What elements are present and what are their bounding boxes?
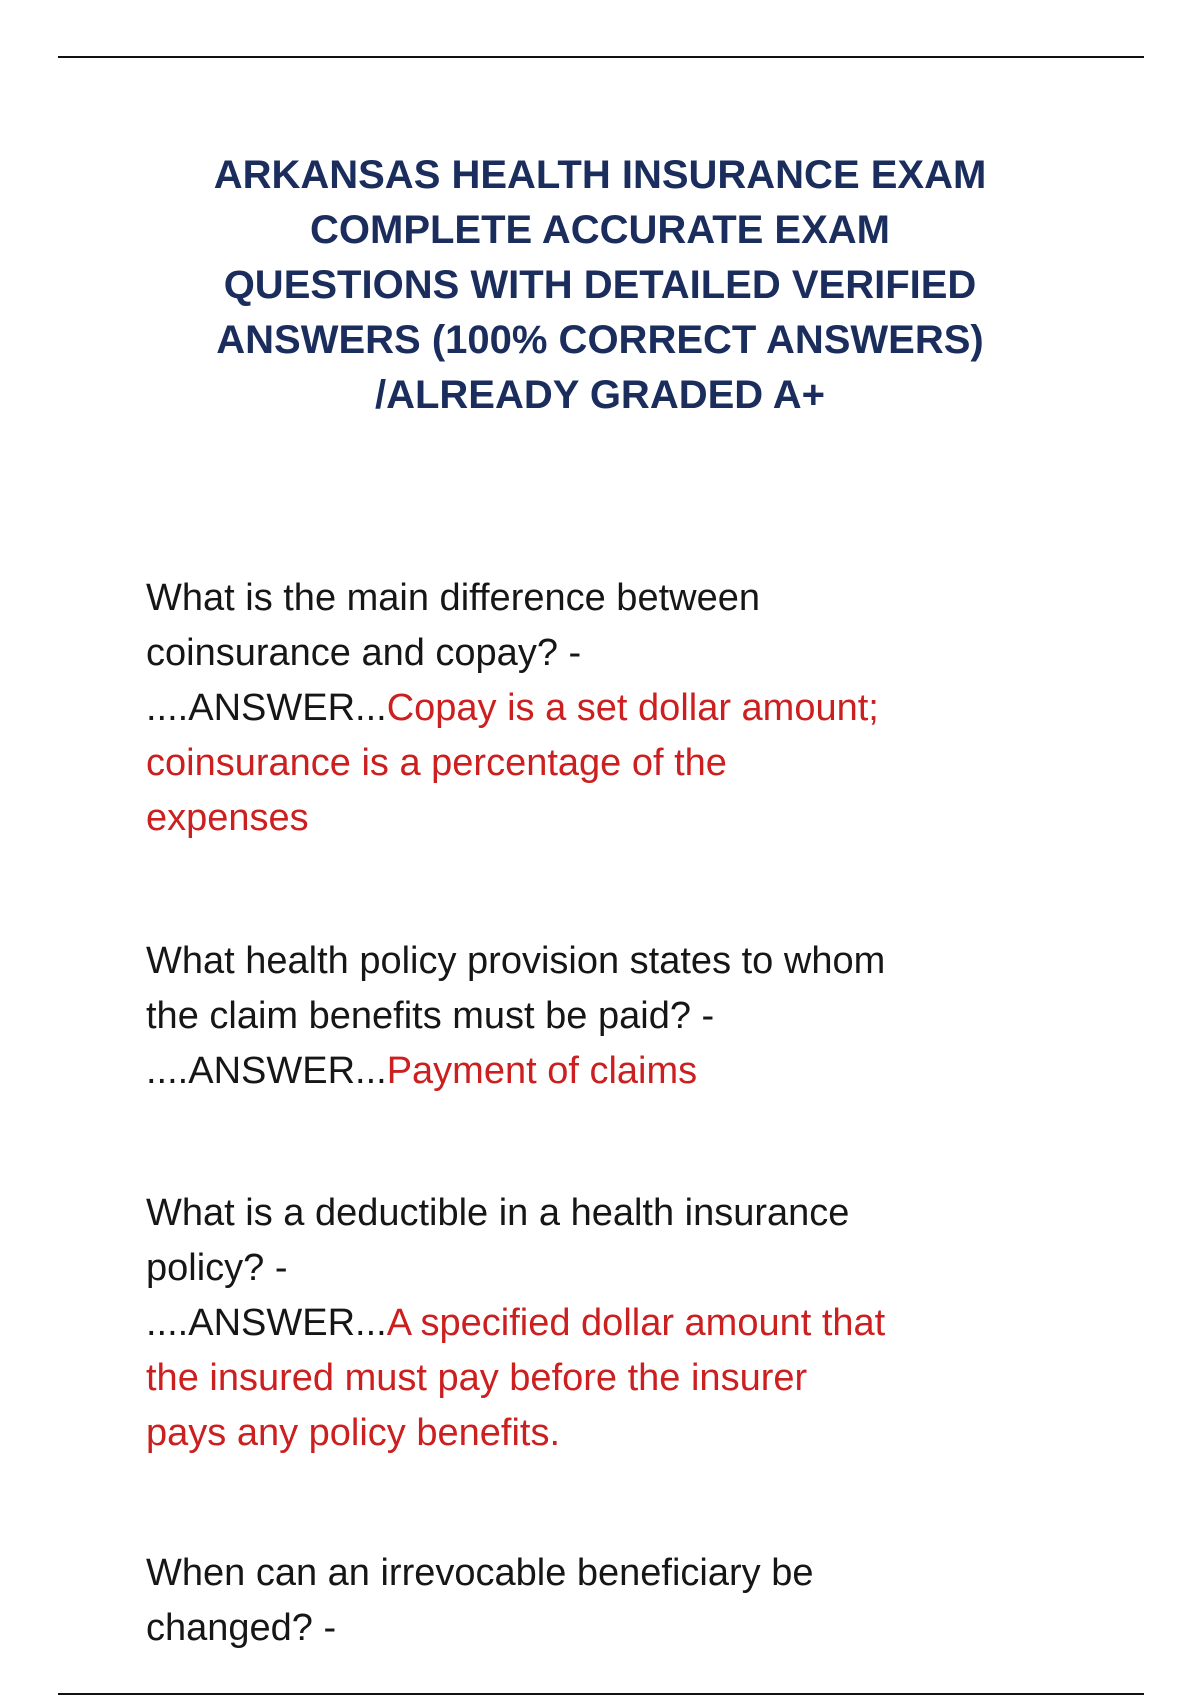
- answer-text: the insured must pay before the insurer: [146, 1357, 808, 1399]
- question-line: changed? -: [146, 1607, 337, 1649]
- question-line: policy? -: [146, 1247, 288, 1289]
- question-block: [146, 1546, 1046, 1656]
- answer-prefix: ....ANSWER...: [146, 1050, 387, 1092]
- answer-line: [146, 1296, 1046, 1351]
- answer-text: Payment of claims: [386, 1050, 698, 1092]
- title-line: /ALREADY GRADED A+: [374, 373, 826, 417]
- question-block: [146, 571, 1046, 846]
- title-line: COMPLETE ACCURATE EXAM: [310, 208, 890, 252]
- answer-line: [146, 1044, 1046, 1099]
- answer-text: pays any policy benefits.: [146, 1412, 561, 1454]
- question-block: [146, 1186, 1046, 1461]
- answer-text: expenses: [146, 797, 309, 839]
- question-line: coinsurance and copay? -: [146, 632, 582, 674]
- title-line: ARKANSAS HEALTH INSURANCE EXAM: [213, 153, 987, 197]
- answer-prefix: ....ANSWER...: [146, 687, 387, 729]
- bottom-rule: [58, 1693, 1144, 1695]
- document-title: [150, 148, 1050, 423]
- question-line: When can an irrevocable beneficiary be: [146, 1552, 814, 1594]
- question-line: the claim benefits must be paid? -: [146, 995, 715, 1037]
- question-line: What is the main difference between: [146, 577, 760, 619]
- answer-prefix: ....ANSWER...: [146, 1302, 387, 1344]
- title-line: ANSWERS (100% CORRECT ANSWERS): [216, 318, 984, 362]
- title-line: QUESTIONS WITH DETAILED VERIFIED: [223, 263, 977, 307]
- question-line: What health policy provision states to whom: [146, 940, 886, 982]
- top-rule: [58, 56, 1144, 58]
- answer-text: A specified dollar amount that: [386, 1302, 886, 1344]
- answer-text: Copay is a set dollar amount;: [386, 687, 879, 729]
- answer-text: coinsurance is a percentage of the: [146, 742, 727, 784]
- question-block: [146, 934, 1046, 1099]
- answer-line: [146, 681, 1046, 736]
- question-line: What is a deductible in a health insurance: [146, 1192, 850, 1234]
